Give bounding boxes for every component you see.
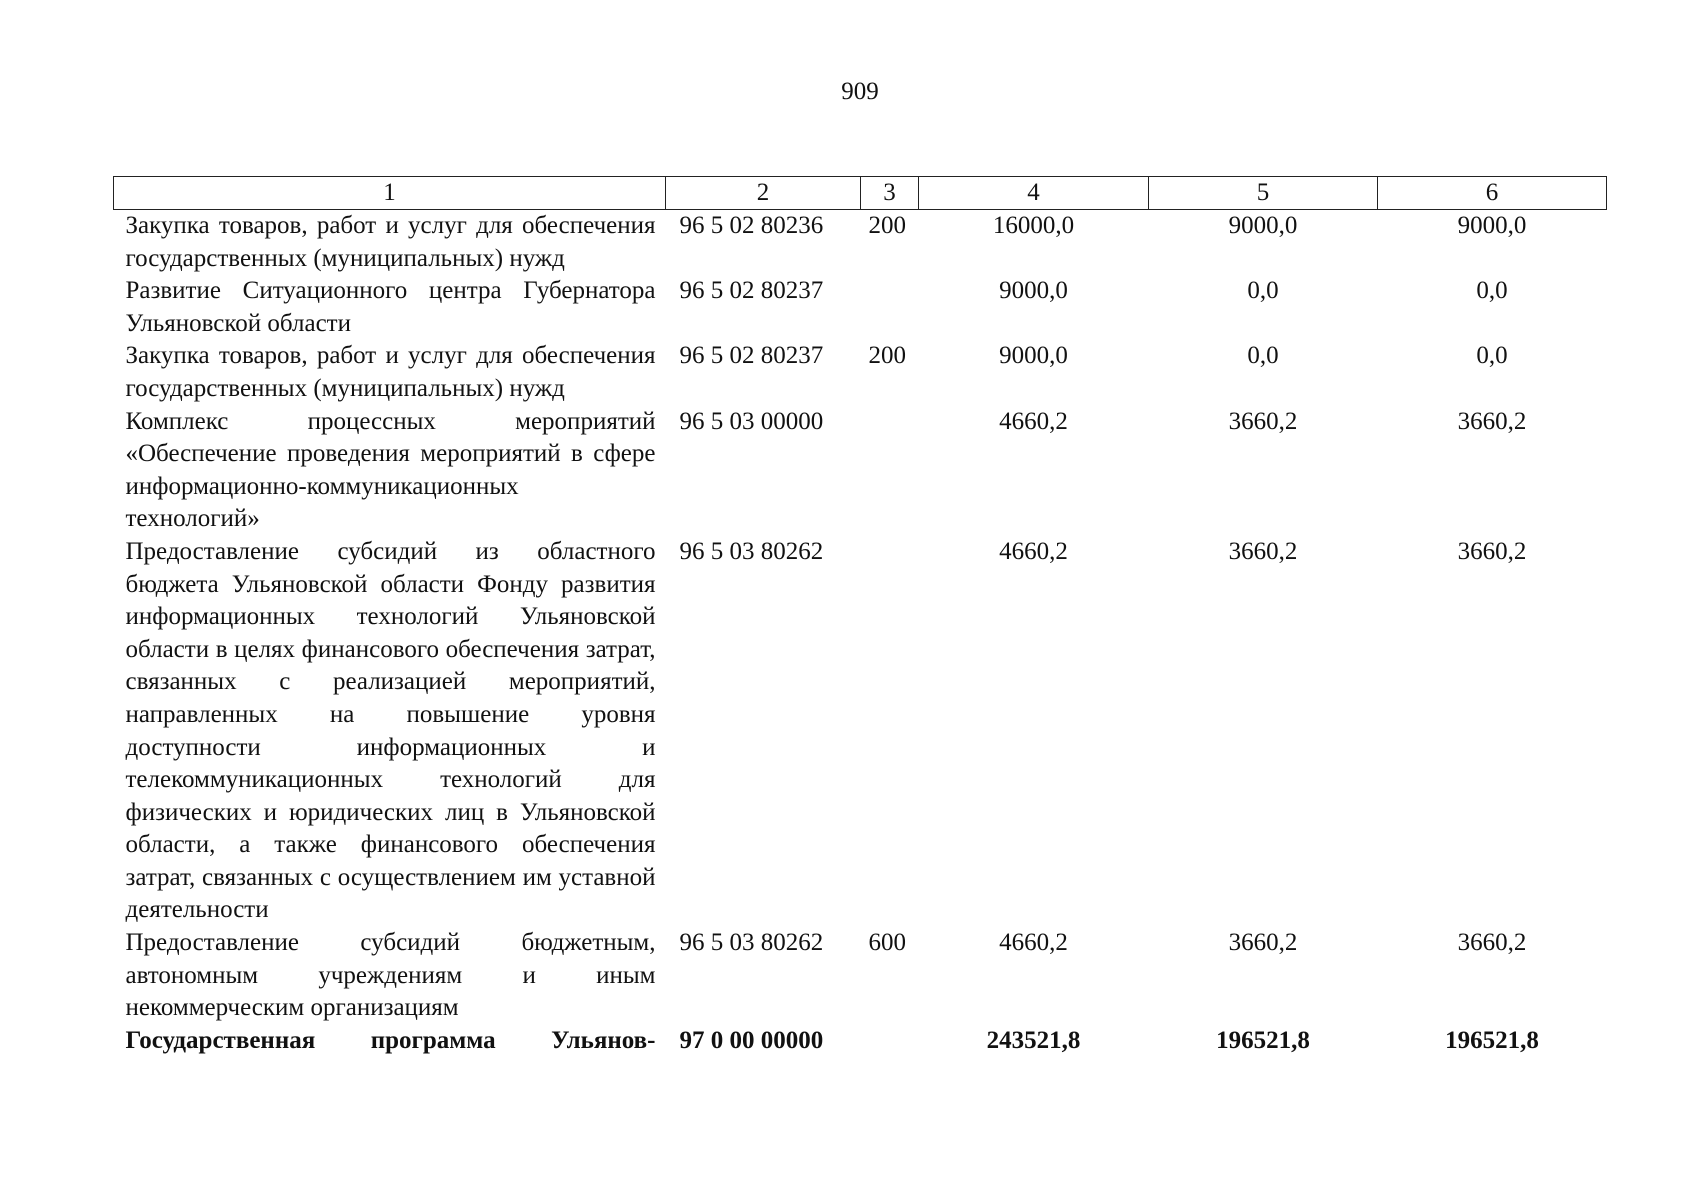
row-name: Предоставление субсидий бюджетным, автономным учреждениям и иным некоммерческим организациям xyxy=(125,929,656,1022)
row-target-code: 97 0 00 00000 xyxy=(679,1026,824,1054)
table-row xyxy=(114,536,1607,927)
row-amount-col-5: 0,0 xyxy=(1247,277,1279,305)
header-col-2: 2 xyxy=(666,177,861,210)
header-col-5: 5 xyxy=(1149,177,1378,210)
row-amount-col-5: 3660,2 xyxy=(1228,407,1298,435)
row-amount-col-5: 3660,2 xyxy=(1228,929,1298,957)
row-name: Закупка товаров, работ и услуг для обеспечения государственных (муниципальных) нужд xyxy=(125,212,656,272)
row-amount-col-6: 3660,2 xyxy=(1457,407,1527,435)
row-expense-type: 200 xyxy=(868,342,906,370)
row-amount-col-4: 243521,8 xyxy=(986,1026,1081,1054)
row-target-code: 96 5 03 80262 xyxy=(679,537,824,565)
row-target-code: 96 5 03 80262 xyxy=(679,929,824,957)
header-col-4: 4 xyxy=(919,177,1149,210)
row-expense-type: 600 xyxy=(868,929,906,957)
row-amount-col-6: 196521,8 xyxy=(1445,1026,1539,1054)
row-expense-type xyxy=(861,1025,919,1058)
row-amount-col-4: 9000,0 xyxy=(999,342,1068,370)
table-row xyxy=(114,340,1607,405)
header-col-3: 3 xyxy=(861,177,919,210)
row-target-code: 96 5 02 80237 xyxy=(679,342,824,370)
row-name: Развитие Ситуационного центра Губернатора Ульяновской области xyxy=(125,277,656,337)
table-row-program-total xyxy=(114,1025,1607,1058)
row-target-code: 96 5 02 80237 xyxy=(679,277,824,305)
row-amount-col-4: 9000,0 xyxy=(999,277,1068,305)
row-amount-col-6: 9000,0 xyxy=(1457,212,1527,239)
row-amount-col-5: 0,0 xyxy=(1247,342,1279,370)
row-amount-col-6: 3660,2 xyxy=(1457,929,1527,957)
row-expense-type: 200 xyxy=(868,212,906,239)
row-amount-col-6: 0,0 xyxy=(1476,277,1508,305)
row-expense-type xyxy=(861,536,919,927)
row-name: Комплекс процессных мероприятий «Обеспечение проведения мероприятий в сфере информационно-коммуникационных технологий» xyxy=(125,407,656,533)
row-name: Государственная программа Ульянов- xyxy=(125,1026,656,1054)
header-col-1: 1 xyxy=(114,177,666,210)
row-expense-type xyxy=(861,275,919,340)
row-amount-col-5: 3660,2 xyxy=(1228,537,1298,565)
table-row xyxy=(114,210,1607,276)
row-name: Закупка товаров, работ и услуг для обеспечения государственных (муниципальных) нужд xyxy=(125,342,656,402)
row-target-code: 96 5 02 80236 xyxy=(679,212,824,239)
row-amount-col-4: 4660,2 xyxy=(999,407,1068,435)
row-target-code: 96 5 03 00000 xyxy=(679,407,824,435)
budget-table xyxy=(113,176,1607,1057)
row-amount-col-4: 4660,2 xyxy=(999,929,1068,957)
row-amount-col-4: 16000,0 xyxy=(992,212,1075,239)
row-amount-col-5: 196521,8 xyxy=(1216,1026,1310,1054)
row-amount-col-4: 4660,2 xyxy=(999,537,1068,565)
row-expense-type xyxy=(861,406,919,536)
table-row xyxy=(114,927,1607,1025)
row-name: Предоставление субсидий из областного бюджета Ульяновской области Фонду развития информационных технологий Ульяновской области в целях финансового обеспечения затрат, связанных с реализацией мероприятий, направленных на повышение уровня доступности информационных и телекоммуникационных технологий для физических и юридических лиц в Ульяновской области, а также финансового обеспечения затрат, связанных с осуществлением им уставной деятельности xyxy=(125,537,656,924)
row-amount-col-6: 0,0 xyxy=(1476,342,1508,370)
header-row xyxy=(114,177,1607,210)
page-number: 909 xyxy=(841,78,879,105)
table-row xyxy=(114,406,1607,536)
row-amount-col-6: 3660,2 xyxy=(1457,537,1527,565)
table-row xyxy=(114,275,1607,340)
header-col-6: 6 xyxy=(1378,177,1607,210)
row-amount-col-5: 9000,0 xyxy=(1228,212,1298,239)
